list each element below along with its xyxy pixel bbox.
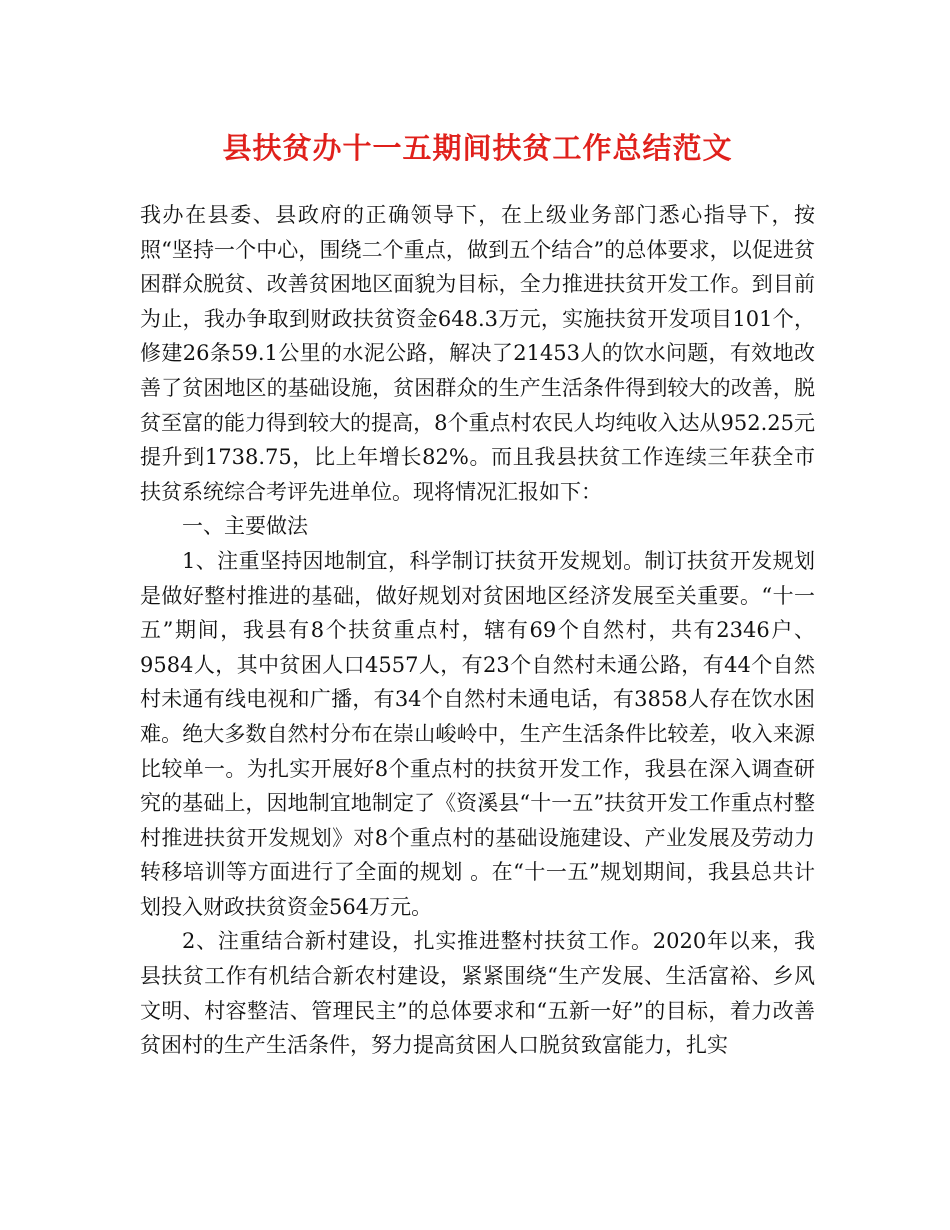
intro-paragraph: 我办在县委、县政府的正确领导下，在上级业务部门悉心指导下，按照“坚持一个中心，围绕二个重点，做到五个结合”的总体要求，以促进贫困群众脱贫、改善贫困地区面貌为目标，全力推进扶贫开发工作。到目前为止，我办争取到财政扶贫资金648.3万元，实施扶贫开发项目101个，修建26条59.1公里的水泥公路，解决了21453人的饮水问题，有效地改善了贫困地区的基础设施，贫困群众的生产生活条件得到较大的改善，脱贫至富的能力得到较大的提高，8个重点村农民人均纯收入达从952.25元提升到1738.75，比上年增长82%。而且我县扶贫工作连续三年获全市扶贫系统综合考评先进单位。现将情况汇报如下： <box>140 203 815 504</box>
section-heading-main-practices: 一、主要做法 <box>182 514 308 539</box>
paragraph-planning: 1、注重坚持因地制宜，科学制订扶贫开发规划。制订扶贫开发规划是做好整村推进的基础，做好规划对贫困地区经济发展至关重要。“十一五”期间，我县有8个扶贫重点村，辖有69个自然村，共有2346户、9584人，其中贫困人口4557人，有23个自然村未通公路，有44个自然村未通有线电视和广播，有34个自然村未通电话，有3858人存在饮水困难。绝大多数自然村分布在崇山峻岭中，生产生活条件比较差，收入来源比较单一。为扎实开展好8个重点村的扶贫开发工作，我县在深入调查研究的基础上，因地制宜地制定了《资溪县“十一五”扶贫开发工作重点村整村推进扶贫开发规划》对8个重点村的基础设施建设、产业发展及劳动力转移培训等方面进行了全面的规划 。在“十一五”规划期间，我县总共计划投入财政扶贫资金564万元。 <box>140 548 815 919</box>
document-title: 县扶贫办十一五期间扶贫工作总结范文 <box>222 131 733 165</box>
paragraph-new-village: 2、注重结合新村建设，扎实推进整村扶贫工作。2020年以来，我县扶贫工作有机结合新农村建设，紧紧围绕“生产发展、生活富裕、乡风文明、村容整洁、管理民主”的总体要求和“五新一好”的目标，着力改善贫困村的生产生活条件，努力提高贫困人口脱贫致富能力，扎实 <box>140 929 815 1058</box>
document-body <box>140 198 815 1063</box>
